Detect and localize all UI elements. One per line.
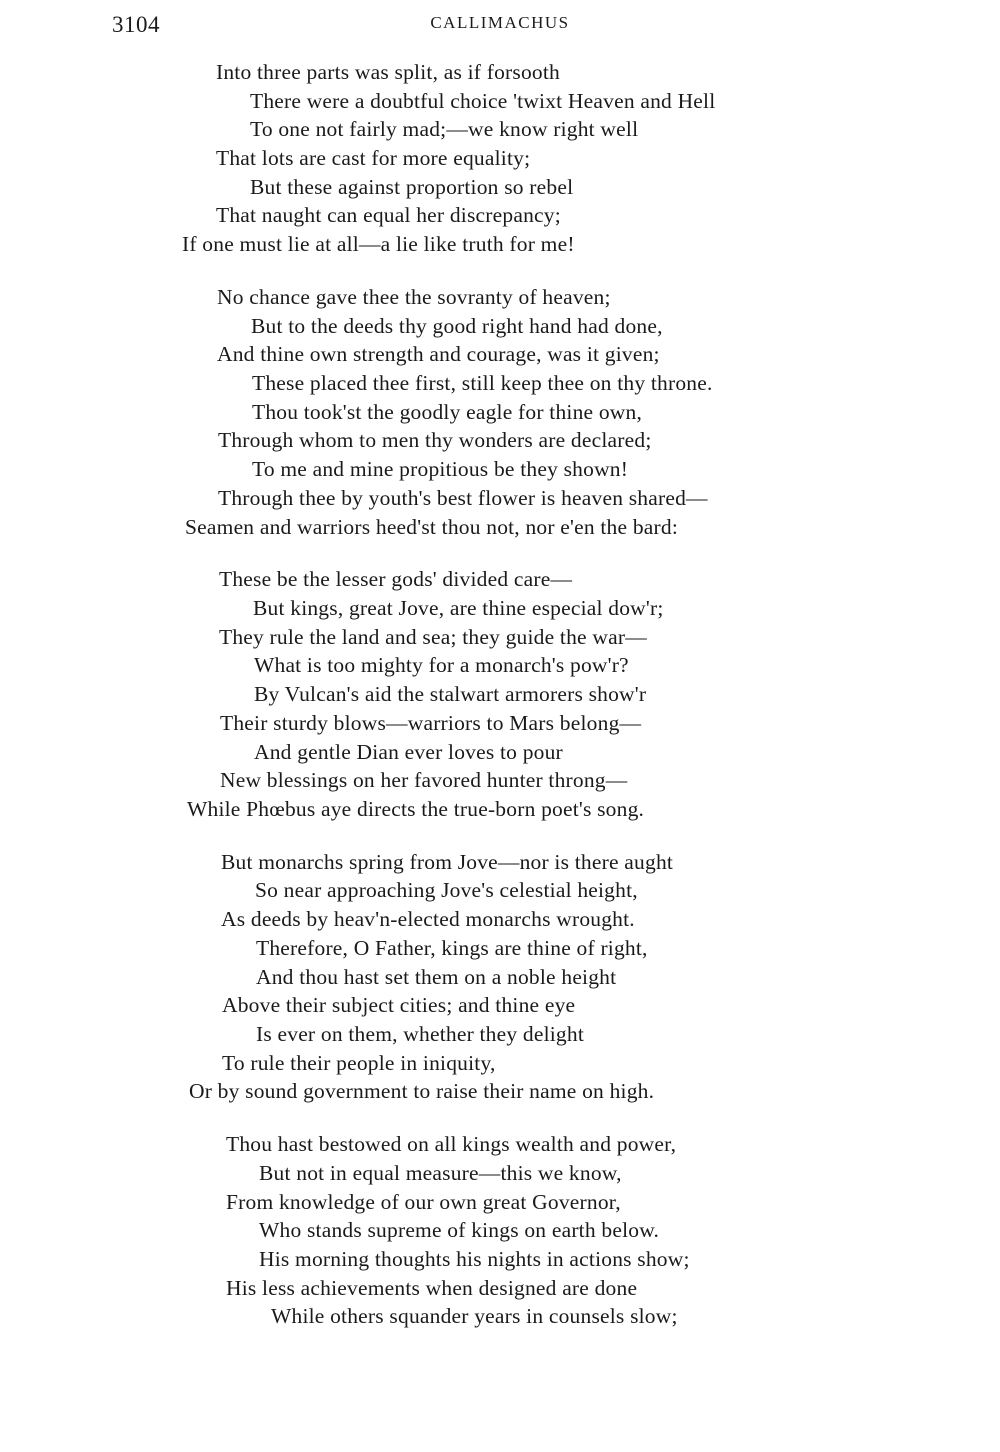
verse-line: But these against proportion so rebel xyxy=(250,174,574,199)
verse-line: That lots are cast for more equality; xyxy=(216,146,531,171)
verse-line: But kings, great Jove, are thine especial dow'r; xyxy=(253,596,664,621)
verse-line: Who stands supreme of kings on earth below. xyxy=(259,1218,660,1243)
verse-line: To me and mine propitious be they shown! xyxy=(252,457,629,482)
verse-line: Thou took'st the goodly eagle for thine own, xyxy=(252,399,643,424)
verse-line: There were a doubtful choice 'twixt Heaven and Hell xyxy=(250,88,716,113)
verse-line: Therefore, O Father, kings are thine of right, xyxy=(256,935,648,960)
verse-line: To rule their people in iniquity, xyxy=(222,1050,496,1075)
stanza-3 xyxy=(0,565,1000,823)
verse-line: Into three parts was split, as if forsooth xyxy=(216,60,560,84)
verse-line: They rule the land and sea; they guide the war— xyxy=(219,624,647,649)
stanza-4 xyxy=(0,848,1000,1106)
verse-line: New blessings on her favored hunter throng— xyxy=(220,768,628,793)
verse-line: That naught can equal her discrepancy; xyxy=(216,203,561,228)
verse-line: Through whom to men thy wonders are declared; xyxy=(218,428,652,453)
verse-line: His less achievements when designed are done xyxy=(226,1275,638,1300)
stanza-2 xyxy=(0,283,1000,541)
poem xyxy=(0,58,1000,1355)
verse-line: But not in equal measure—this we know, xyxy=(259,1160,622,1185)
verse-line: What is too mighty for a monarch's pow'r? xyxy=(254,653,629,678)
verse-line: No chance gave thee the sovranty of heaven; xyxy=(217,285,611,309)
verse-line: And gentle Dian ever loves to pour xyxy=(254,739,563,764)
verse-line: Or by sound government to raise their name on high. xyxy=(189,1079,655,1104)
verse-line: So near approaching Jove's celestial height, xyxy=(255,878,638,903)
verse-line: Their sturdy blows—warriors to Mars belong— xyxy=(220,710,642,735)
verse-line: To one not fairly mad;—we know right well xyxy=(250,117,639,142)
verse-line: Thou hast bestowed on all kings wealth and power, xyxy=(226,1132,677,1157)
verse-line: But monarchs spring from Jove—nor is there aught xyxy=(221,849,674,874)
verse-line: If one must lie at all—a lie like truth for me! xyxy=(182,232,575,257)
verse-line: But to the deeds thy good right hand had done, xyxy=(251,313,663,338)
verse-line: His morning thoughts his nights in actions show; xyxy=(259,1246,690,1271)
verse-line: These placed thee first, still keep thee on thy throne. xyxy=(252,371,713,396)
verse-line: Above their subject cities; and thine eye xyxy=(222,993,576,1018)
verse-line: And thou hast set them on a noble height xyxy=(256,964,617,989)
stanza-1 xyxy=(0,58,1000,259)
verse-line: By Vulcan's aid the stalwart armorers show'r xyxy=(254,682,647,707)
verse-line: And thine own strength and courage, was it given; xyxy=(217,342,660,367)
page-number: 3104 xyxy=(112,12,160,37)
verse-line: Seamen and warriors heed'st thou not, nor e'en the bard: xyxy=(185,514,678,539)
verse-line: From knowledge of our own great Governor, xyxy=(226,1189,621,1214)
running-head: CALLIMACHUS xyxy=(430,13,570,32)
verse-line: Is ever on them, whether they delight xyxy=(256,1021,585,1046)
verse-line: Through thee by youth's best flower is heaven shared— xyxy=(218,485,708,510)
verse-line: While others squander years in counsels slow; xyxy=(271,1304,678,1329)
verse-line: As deeds by heav'n-elected monarchs wrought. xyxy=(221,907,635,932)
verse-line: While Phœbus aye directs the true-born poet's song. xyxy=(187,796,645,821)
stanza-5 xyxy=(0,1130,1000,1331)
verse-line: These be the lesser gods' divided care— xyxy=(219,567,573,592)
